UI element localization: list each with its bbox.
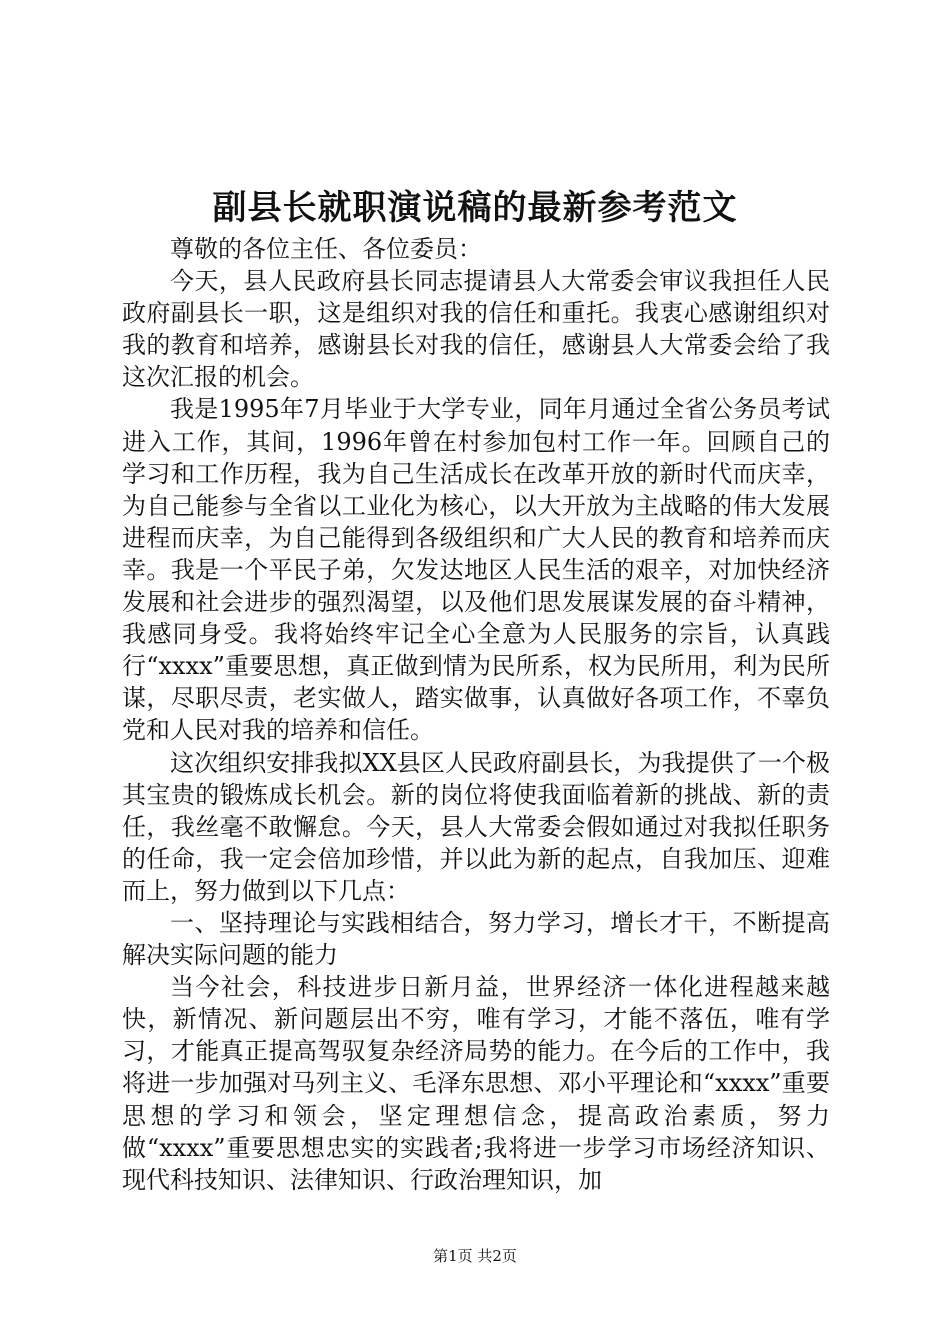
body-paragraph: 这次组织安排我拟XX县区人民政府副县长，为我提供了一个极其宝贵的锻炼成长机会。新的岗位将使我面临着新的挑战、新的责任，我丝毫不敢懈怠。今天，县人大常委会假如通过对我拟任职务的任命，我一定会倍加珍惜，并以此为新的起点，自我加压、迎难而上，努力做到以下几点： bbox=[122, 748, 830, 905]
salutation-paragraph: 尊敬的各位主任、各位委员： bbox=[170, 235, 482, 263]
body-paragraph: 今天，县人民政府县长同志提请县人大常委会审议我担任人民政府副县长一职，这是组织对我的信任和重托。我衷心感谢组织对我的教育和培养，感谢县长对我的信任，感谢县人大常委会给了我这次汇报的机会。 bbox=[122, 267, 830, 392]
body-paragraph: 我是1995年7月毕业于大学专业，同年月通过全省公务员考试进入工作，其间，1996年曾在村参加包村工作一年。回顾自己的学习和工作历程，我为自己生活成长在改革开放的新时代而庆幸，为自己能参与全省以工业化为核心，以大开放为主战略的伟大发展进程而庆幸，为自己能得到各级组织和广大人民的教育和培养而庆幸。我是一个平民子弟，欠发达地区人民生活的艰辛，对加快经济发展和社会进步的强烈渴望，以及他们思发展谋发展的奋斗精神，我感同身受。我将始终牢记全心全意为人民服务的宗旨，认真践行“xxxx”重要思想，真正做到情为民所系，权为民所用，利为民所谋，尽职尽责，老实做人，踏实做事，认真做好各项工作，不辜负党和人民对我的培养和信任。 bbox=[122, 395, 830, 745]
page-title: 副县长就职演说稿的最新参考范文 bbox=[212, 188, 738, 228]
section-heading: 一、坚持理论与实践相结合，努力学习，增长才干，不断提高解决实际问题的能力 bbox=[122, 908, 830, 970]
page-footer: 第1页 共2页 bbox=[433, 1247, 517, 1265]
document-body bbox=[122, 233, 830, 1196]
body-paragraph: 当今社会，科技进步日新月益，世界经济一体化进程越来越快，新情况、新问题层出不穷，唯有学习，才能不落伍，唯有学习，才能真正提高驾驭复杂经济局势的能力。在今后的工作中，我将进一步加强对马列主义、毛泽东思想、邓小平理论和“xxxx”重要思想的学习和领会，坚定理想信念，提高政治素质，努力做“xxxx”重要思想忠实的实践者;我将进一步学习市场经济知识、现代科技知识、法律知识、行政治理知识，加 bbox=[122, 973, 830, 1194]
